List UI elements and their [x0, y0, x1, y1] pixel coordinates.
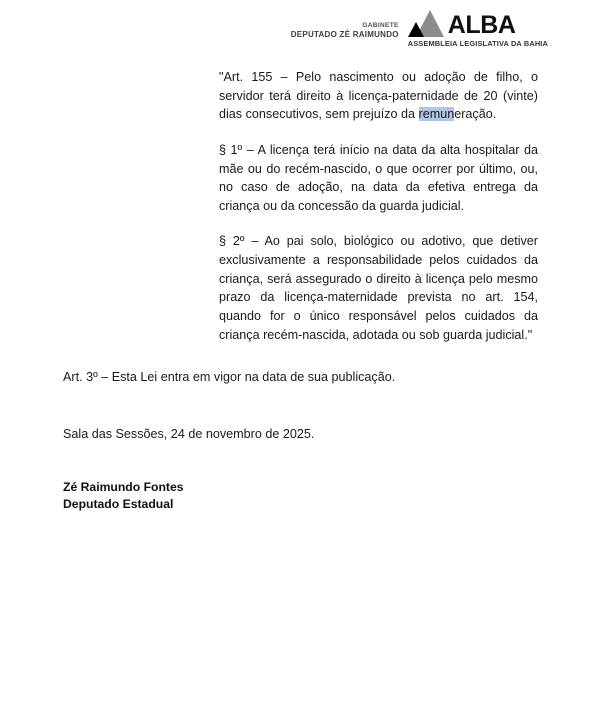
article-155-text-part2: eração. — [454, 107, 497, 122]
alba-subtitle: ASSEMBLEIA LEGISLATIVA DA BAHIA — [407, 39, 548, 48]
deputy-name-label: DEPUTADO ZÉ RAIMUNDO — [290, 30, 399, 40]
gabinete-heading — [291, 10, 399, 40]
article-155-text-part1: "Art. 155 – Pelo nascimento ou adoção de filho, o servidor terá direito à licença-paternidade de 20 (vinte) dias consecutivos, sem prejuízo da — [219, 70, 538, 122]
alba-mountain-icon — [408, 10, 444, 37]
selected-text-highlight[interactable]: remun — [418, 107, 455, 122]
paragraph-2-text: § 2º – Ao pai solo, biológico ou adotivo, que detiver exclusivamente a responsabilidade pelos cuidados da criança, será assegurado o direito à licença pelo mesmo prazo da licença-maternidade prevista no art. 154, quando for o único responsável pelos cuidados da criança recém-nascida, adotada ou sob guarda judicial." — [219, 234, 538, 342]
signatory-name: Zé Raimundo Fontes — [63, 480, 184, 494]
article-155-paragraph — [219, 68, 538, 124]
alba-logo-top-row — [408, 10, 516, 37]
document-header — [0, 10, 600, 52]
article-3-paragraph: Art. 3º – Esta Lei entra em vigor na data de sua publicação. — [63, 370, 396, 384]
black-triangle-icon — [408, 22, 424, 37]
paragraph-1-text: § 1º – A licença terá início na data da alta hospitalar da mãe ou do recém-nascido, o que ocorrer por último, ou, no caso de adoção, na data da efetiva entrega da criança ou da concessão da guarda judicial. — [219, 142, 538, 213]
alba-logo — [408, 10, 548, 48]
session-date-line: Sala das Sessões, 24 de novembro de 2025. — [63, 427, 315, 441]
quoted-law-block — [219, 68, 538, 344]
alba-wordmark: ALBA — [447, 10, 516, 39]
signature-block — [63, 479, 184, 514]
signatory-title: Deputado Estadual — [63, 497, 174, 512]
gabinete-label: GABINETE — [362, 22, 399, 29]
